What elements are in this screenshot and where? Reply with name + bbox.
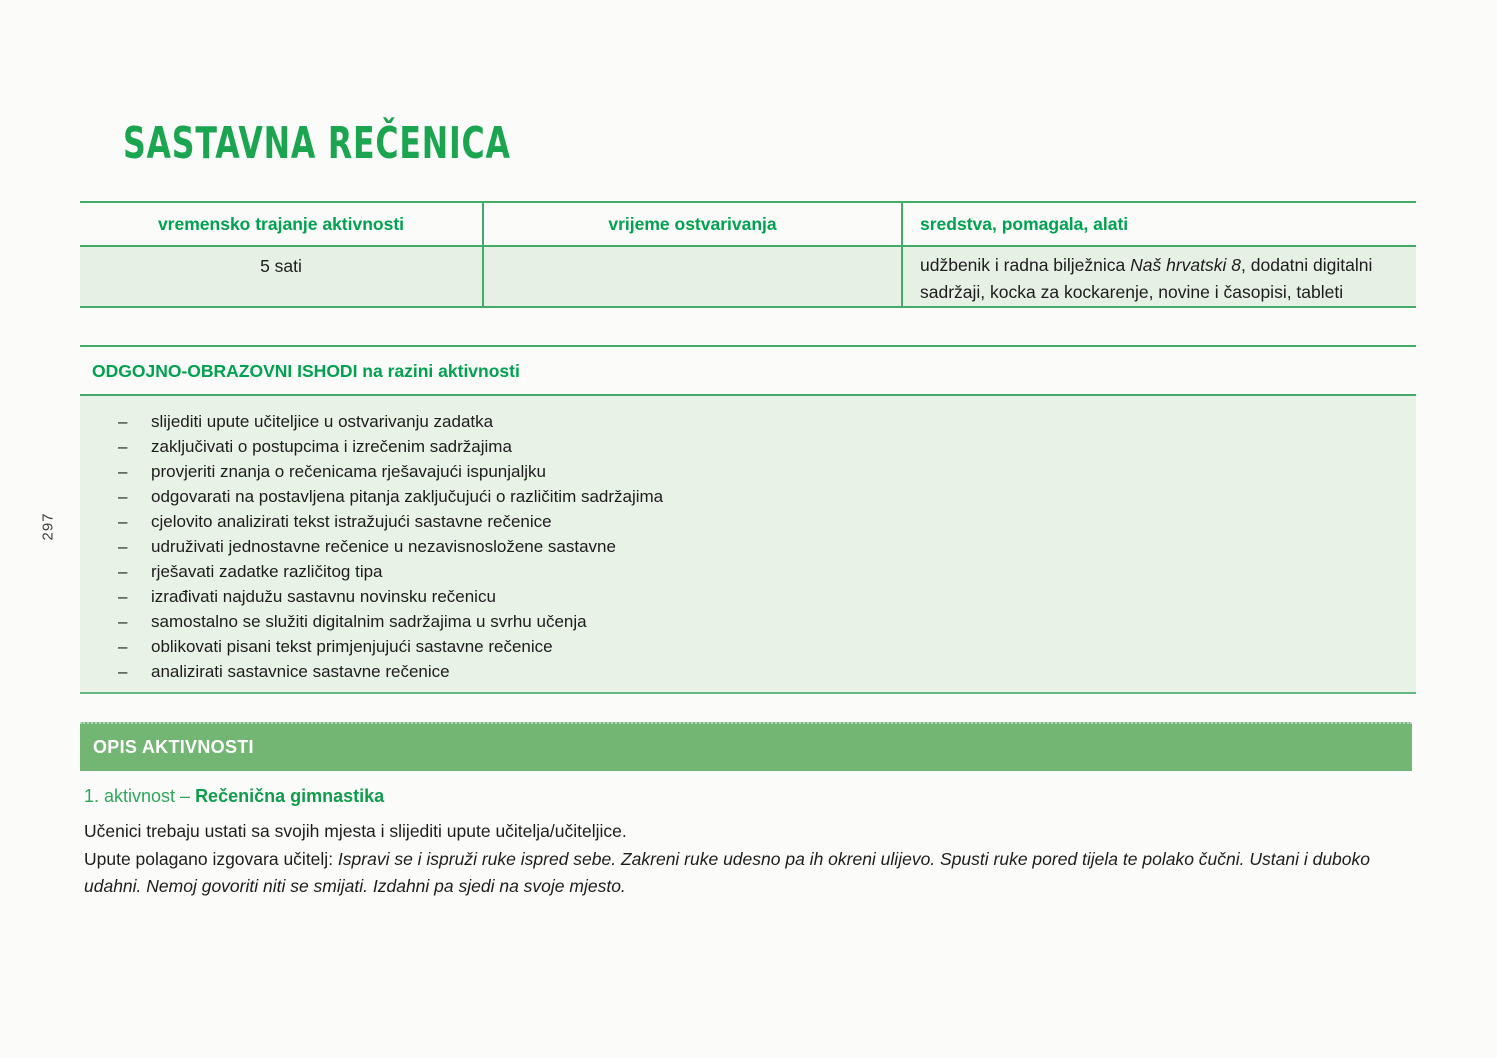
list-item-text: analizirati sastavnice sastavne rečenice [151,662,450,681]
activity-1-name: Rečenična gimnastika [195,786,385,806]
activity-description-banner: OPIS AKTIVNOSTI [80,722,1412,771]
dash-bullet: – [118,562,128,581]
list-item [80,584,1416,609]
resources-text-rest: , dodatni digitalni sadržaji, kocka za kockarenje, novine i časopisi, tableti [920,255,1373,302]
table-header-row [80,202,1416,246]
list-item [80,659,1416,684]
dash-bullet: – [118,462,128,481]
dash-bullet: – [118,637,128,656]
cell-time [483,246,902,307]
list-item [80,609,1416,634]
dash-bullet: – [118,487,128,506]
list-item [80,534,1416,559]
list-item [80,484,1416,509]
list-item [80,409,1416,434]
activity-info-table [80,201,1416,308]
activity-1-heading [84,786,384,807]
paragraph-intro: Upute polagano izgovara učitelj: [84,848,338,869]
dash-bullet: – [118,537,128,556]
dash-bullet: – [118,587,128,606]
cell-duration: 5 sati [80,246,483,307]
list-item-text: izrađivati najdužu sastavnu novinsku rečenicu [151,587,496,606]
activity-1-description [84,818,1396,901]
table-header-resources: sredstva, pomagala, alati [902,202,1416,246]
list-item [80,634,1416,659]
table-header-duration: vremensko trajanje aktivnosti [80,202,483,246]
dash-bullet: – [118,512,128,531]
page-number: 297 [39,512,57,541]
table-row [80,246,1416,307]
outcomes-section [80,345,1416,694]
list-item-text: cjelovito analizirati tekst istražujući sastavne rečenice [151,512,552,531]
cell-resources [902,246,1416,307]
paragraph: Učenici trebaju ustati sa svojih mjesta i slijediti upute učitelja/učiteljice. [84,821,627,841]
paragraph [84,846,1396,901]
list-item [80,434,1416,459]
activity-1-label: 1. aktivnost – [84,786,196,806]
list-item-text: zaključivati o postupcima i izrečenim sadržajima [151,437,512,456]
list-item [80,509,1416,534]
dash-bullet: – [118,412,128,431]
resources-text: udžbenik i radna bilježnica [920,255,1131,275]
list-item [80,559,1416,584]
outcomes-list [80,396,1416,694]
resources-book-title: Naš hrvatski 8 [1130,255,1242,275]
dash-bullet: – [118,437,128,456]
dash-bullet: – [118,612,128,631]
dash-bullet: – [118,662,128,681]
table-header-time: vrijeme ostvarivanja [483,202,902,246]
list-item-text: rješavati zadatke različitog tipa [151,562,383,581]
list-item-text: udruživati jednostavne rečenice u nezavisnosložene sastavne [151,537,616,556]
list-item [80,459,1416,484]
list-item-text: slijediti upute učiteljice u ostvarivanju zadatka [151,412,494,431]
list-item-text: samostalno se služiti digitalnim sadržajima u svrhu učenja [151,612,587,631]
teacher-instructions-quote: Ispravi se i ispruži ruke ispred sebe. Zakreni ruke udesno pa ih okreni ulijevo. Spusti ruke pored tijela te polako čučni. Ustani i duboko udahni. Nemoj govoriti niti se smijati. Izdahni pa sjedi na svoje mjesto. [84,848,1370,896]
list-item-text: provjeriti znanja o rečenicama rješavajući ispunjaljku [151,462,546,481]
outcomes-heading: ODGOJNO-OBRAZOVNI ISHODI na razini aktivnosti [80,345,1416,396]
page-title: SASTAVNA REČENICA [123,119,511,169]
list-item-text: oblikovati pisani tekst primjenjujući sastavne rečenice [151,637,553,656]
list-item-text: odgovarati na postavljena pitanja zaključujući o različitim sadržajima [151,487,664,506]
